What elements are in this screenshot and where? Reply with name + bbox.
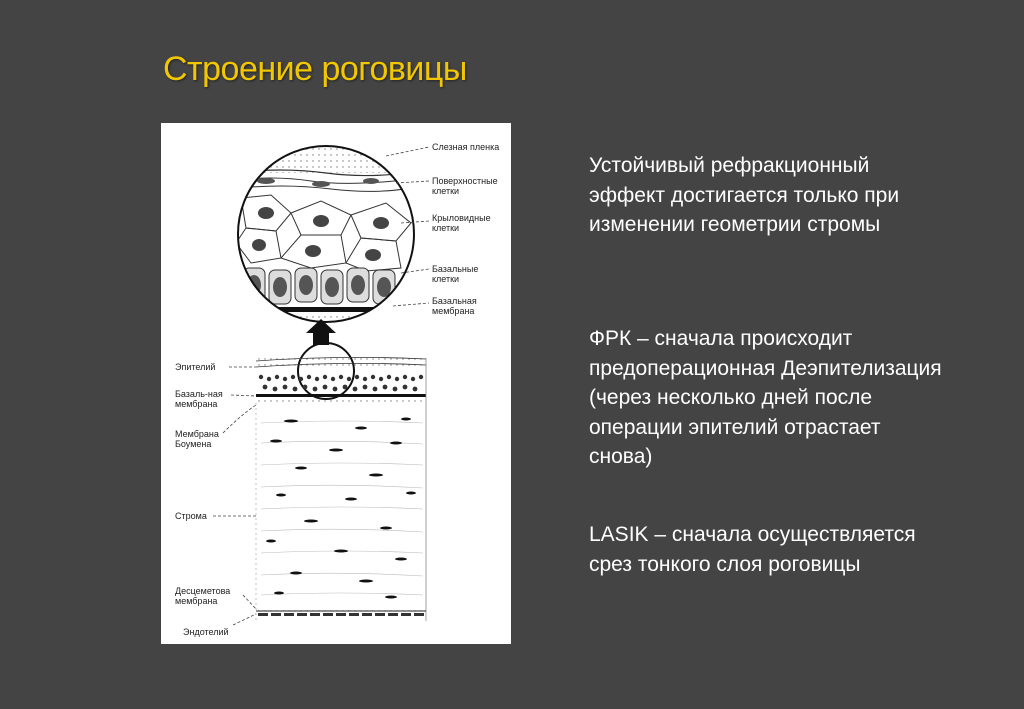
paragraph-prk: ФРК – сначала происходит предоперационная Деэпителизация (через несколько дней после операции эпителий отрастает снова)	[589, 327, 942, 468]
label-basal-membrane: Базаль-ная мембрана	[175, 389, 223, 409]
label-endothelium: Эндотелий	[183, 627, 229, 637]
magnify-arrow	[306, 319, 336, 345]
label-basal-cells: Базальные клетки	[432, 264, 479, 284]
label-stroma: Строма	[175, 511, 207, 521]
paragraph-lasik: LASIK – сначала осуществляется срез тонкого слоя роговицы	[589, 523, 916, 576]
cornea-illustration	[161, 123, 511, 644]
label-bowman-membrane: Мембрана Боумена	[175, 429, 219, 449]
label-tear-film: Слезная пленка	[432, 142, 500, 152]
paragraph-refraction: Устойчивый рефракционный эффект достигается только при изменении геометрии стромы	[589, 154, 900, 236]
label-basal-membrane-top: Базальная мембрана	[432, 296, 477, 316]
label-wing-cells: Крыловидные клетки	[432, 213, 491, 233]
magnified-epithelium	[231, 143, 421, 334]
slide-title: Строение роговицы	[163, 50, 467, 88]
label-epithelium: Эпителий	[175, 362, 216, 372]
label-descemet-membrane: Десцеметова мембрана	[175, 586, 231, 606]
cornea-diagram	[161, 123, 511, 644]
label-surface-cells: Поверхностные клетки	[432, 176, 498, 196]
